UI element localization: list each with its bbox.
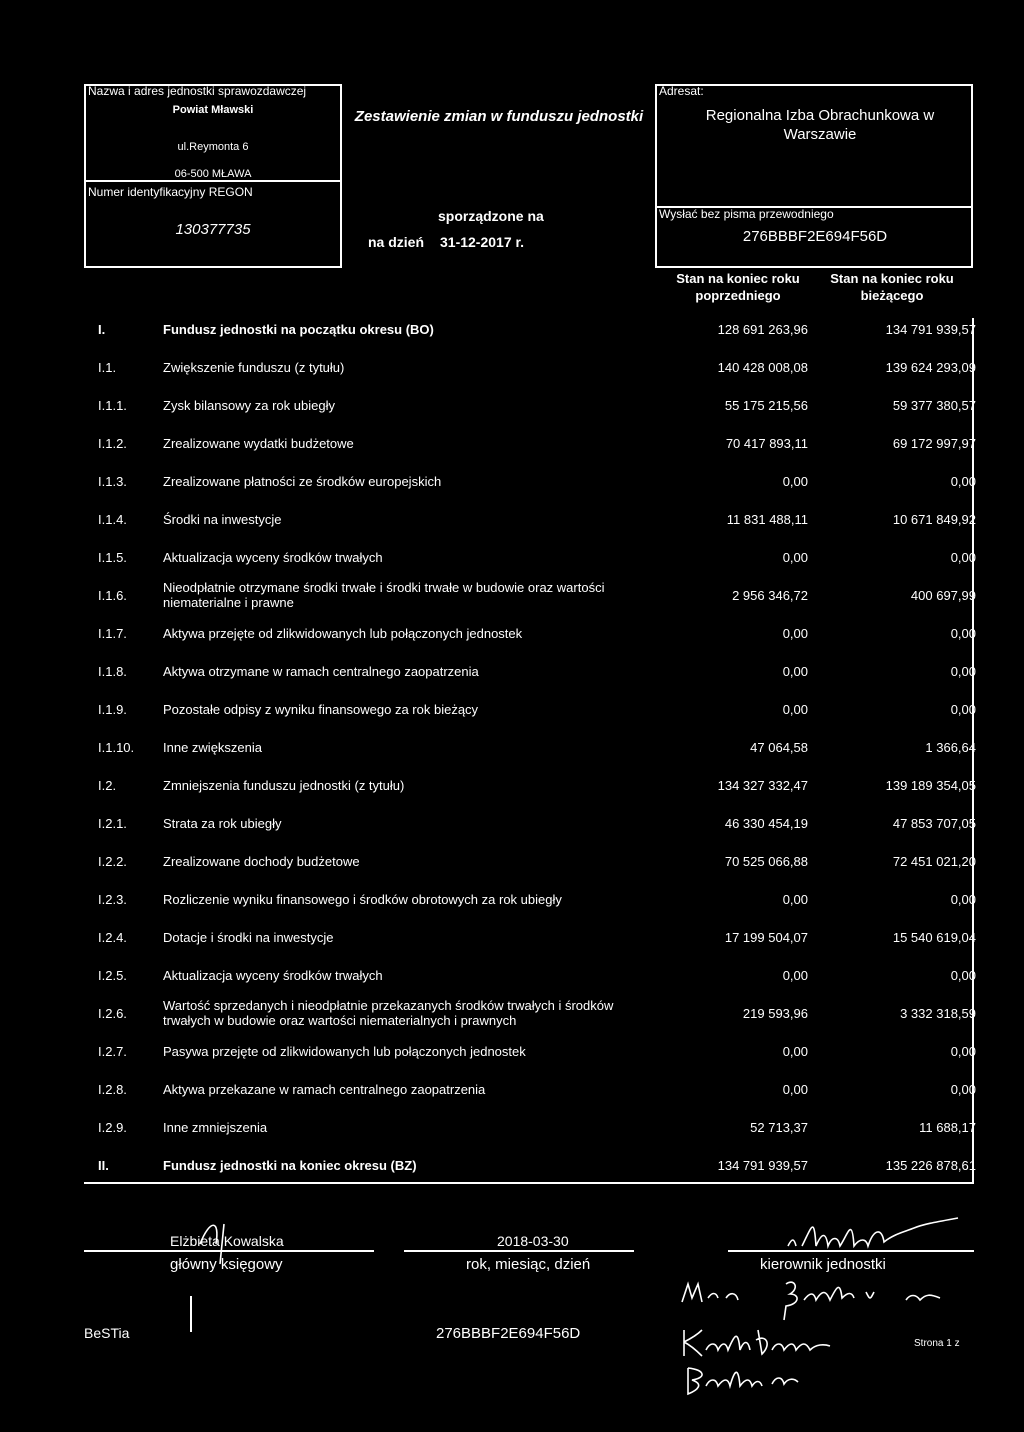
- row-number: I.1.2.: [98, 436, 127, 451]
- row-value-curr: 139 189 354,05: [885, 778, 976, 793]
- row-label: Fundusz jednostki na koniec okresu (BZ): [163, 1158, 417, 1173]
- row-value-prev: 219 593,96: [742, 1006, 808, 1021]
- row-number: I.1.7.: [98, 626, 127, 641]
- unit-city: 06-500 MŁAWA: [174, 168, 252, 180]
- row-value-curr: 59 377 380,57: [892, 398, 976, 413]
- regon-value: 130377735: [175, 221, 251, 238]
- row-value-curr: 11 688,17: [919, 1120, 976, 1135]
- table-bottom-border: [84, 1182, 974, 1184]
- row-value-prev: 0,00: [782, 664, 808, 679]
- signature-accountant: [180, 1214, 270, 1274]
- row-value-curr: 0,00: [950, 474, 976, 489]
- table-row: [0, 664, 1024, 694]
- row-value-curr: 0,00: [950, 1044, 976, 1059]
- row-value-curr: 15 540 619,04: [892, 930, 976, 945]
- row-label: Fundusz jednostki na początku okresu (BO): [163, 322, 434, 337]
- row-label: Zrealizowane wydatki budżetowe: [163, 436, 354, 451]
- table-row: [0, 930, 1024, 960]
- head-role: kierownik jednostki: [760, 1256, 886, 1273]
- unit-street: ul.Reymonta 6: [177, 141, 249, 153]
- signature-head-2: [676, 1272, 966, 1322]
- row-label: Środki na inwestycje: [163, 512, 282, 527]
- row-value-curr: 47 853 707,05: [892, 816, 976, 831]
- signature-head-3: [676, 1320, 876, 1400]
- row-value-prev: 0,00: [782, 702, 808, 717]
- row-value-curr: 135 226 878,61: [885, 1158, 976, 1173]
- row-label: Zrealizowane płatności ze środków europejskich: [163, 474, 442, 489]
- row-label: Inne zmniejszenia: [163, 1120, 268, 1135]
- row-label: Rozliczenie wyniku finansowego i środków obrotowych za rok ubiegły: [163, 892, 562, 907]
- row-value-prev: 0,00: [782, 968, 808, 983]
- table-row: [0, 1120, 1024, 1150]
- row-value-curr: 0,00: [950, 664, 976, 679]
- table-row: [0, 1044, 1024, 1074]
- table-row: [0, 778, 1024, 808]
- row-value-prev: 55 175 215,56: [724, 398, 808, 413]
- row-number: I.2.7.: [98, 1044, 127, 1059]
- row-number: I.1.1.: [98, 398, 127, 413]
- row-value-prev: 0,00: [782, 1082, 808, 1097]
- row-number: I.2.2.: [98, 854, 127, 869]
- row-value-prev: 46 330 454,19: [724, 816, 808, 831]
- table-row: [0, 322, 1024, 352]
- signature-head-1: [780, 1212, 980, 1258]
- row-value-curr: 0,00: [950, 550, 976, 565]
- row-value-prev: 134 327 332,47: [717, 778, 808, 793]
- row-number: I.: [98, 322, 106, 337]
- row-value-curr: 10 671 849,92: [892, 512, 976, 527]
- row-label: Nieodpłatnie otrzymane środki trwałe i środki trwałe w budowie oraz wartości niematerialne i prawne: [163, 580, 605, 610]
- row-label: Zmniejszenia funduszu jednostki (z tytułu): [163, 778, 405, 793]
- footer-mark: [190, 1296, 192, 1332]
- unit-label: Nazwa i adres jednostki sprawozdawczej: [88, 84, 307, 98]
- row-number: I.2.: [98, 778, 117, 793]
- row-value-prev: 0,00: [782, 1044, 808, 1059]
- unit-name: Powiat Mławski: [172, 104, 254, 116]
- table-row: [0, 398, 1024, 428]
- row-value-curr: 400 697,99: [910, 588, 976, 603]
- row-value-curr: 69 172 997,97: [892, 436, 976, 451]
- date-label: na dzień: [368, 234, 425, 250]
- row-number: II.: [98, 1158, 109, 1173]
- prepared-label: sporządzone na: [438, 208, 544, 224]
- row-label: Aktywa otrzymane w ramach centralnego zaopatrzenia: [163, 664, 479, 679]
- row-label: Dotacje i środki na inwestycje: [163, 930, 334, 945]
- row-value-prev: 70 417 893,11: [725, 436, 808, 451]
- row-value-prev: 70 525 066,88: [724, 854, 808, 869]
- row-number: I.2.3.: [98, 892, 127, 907]
- table-row: [0, 550, 1024, 580]
- row-label: Wartość sprzedanych i nieodpłatnie przekazanych środków trwałych i środków trwałych w budowie oraz wartości niematerialnych i prawnych: [163, 998, 614, 1028]
- row-value-curr: 134 791 939,57: [885, 322, 976, 337]
- doc-code: 276BBBF2E694F56D: [742, 228, 888, 245]
- col-prev-header: Stan na koniec roku poprzedniego: [676, 271, 800, 303]
- row-value-curr: 0,00: [950, 626, 976, 641]
- row-label: Inne zwiększenia: [163, 740, 262, 755]
- accountant-role: główny księgowy: [170, 1256, 283, 1273]
- table-row: [0, 702, 1024, 732]
- col-curr-header: Stan na koniec roku bieżącego: [830, 271, 954, 303]
- row-number: I.2.4.: [98, 930, 127, 945]
- accountant-name: Elżbieta Kowalska: [170, 1233, 284, 1249]
- row-value-prev: 11 831 488,11: [726, 512, 808, 527]
- row-value-curr: 0,00: [950, 1082, 976, 1097]
- row-value-prev: 52 713,37: [750, 1120, 808, 1135]
- row-value-prev: 2 956 346,72: [732, 588, 808, 603]
- row-number: I.2.8.: [98, 1082, 127, 1097]
- row-value-curr: 1 366,64: [925, 740, 976, 755]
- row-label: Strata za rok ubiegły: [163, 816, 282, 831]
- table-row: [0, 1082, 1024, 1112]
- table-row: [0, 626, 1024, 656]
- row-number: I.1.3.: [98, 474, 127, 489]
- row-value-curr: 0,00: [950, 702, 976, 717]
- row-value-prev: 0,00: [782, 550, 808, 565]
- row-value-prev: 17 199 504,07: [724, 930, 808, 945]
- date-value: 31-12-2017 r.: [440, 234, 525, 250]
- row-value-curr: 3 332 318,59: [900, 1006, 976, 1021]
- row-value-prev: 128 691 263,96: [717, 322, 808, 337]
- regon-label: Numer identyfikacyjny REGON: [88, 185, 253, 199]
- table-row: [0, 998, 1024, 1036]
- table-right-border: [972, 318, 974, 1182]
- row-value-prev: 0,00: [782, 626, 808, 641]
- table-row: [0, 892, 1024, 922]
- row-label: Aktualizacja wyceny środków trwałych: [163, 550, 383, 565]
- row-value-curr: 72 451 021,20: [892, 854, 976, 869]
- software-name: BeSTia: [84, 1325, 130, 1341]
- table-row: [0, 474, 1024, 504]
- row-label: Aktywa przekazane w ramach centralnego zaopatrzenia: [163, 1082, 486, 1097]
- row-label: Aktualizacja wyceny środków trwałych: [163, 968, 383, 983]
- row-label: Zwiększenie funduszu (z tytułu): [163, 360, 345, 375]
- footer-doc-code: 276BBBF2E694F56D: [436, 1325, 581, 1342]
- row-value-prev: 134 791 939,57: [717, 1158, 808, 1173]
- row-value-prev: 0,00: [782, 474, 808, 489]
- row-value-curr: 0,00: [950, 892, 976, 907]
- row-number: I.1.5.: [98, 550, 127, 565]
- table-row: [0, 854, 1024, 884]
- row-value-curr: 0,00: [950, 968, 976, 983]
- table-row: [0, 968, 1024, 998]
- row-number: I.2.6.: [98, 1006, 127, 1021]
- row-label: Pasywa przejęte od zlikwidowanych lub połączonych jednostek: [163, 1044, 526, 1059]
- row-number: I.1.9.: [98, 702, 127, 717]
- row-label: Aktywa przejęte od zlikwidowanych lub połączonych jednostek: [163, 626, 523, 641]
- table-row: [0, 580, 1024, 618]
- table-row: [0, 740, 1024, 770]
- row-number: I.1.6.: [98, 588, 127, 603]
- row-number: I.1.4.: [98, 512, 127, 527]
- footer-date: 2018-03-30: [497, 1233, 569, 1249]
- row-number: I.1.8.: [98, 664, 127, 679]
- row-value-curr: 139 624 293,09: [885, 360, 976, 375]
- table-row: [0, 816, 1024, 846]
- row-value-prev: 0,00: [782, 892, 808, 907]
- row-value-prev: 140 428 008,08: [717, 360, 808, 375]
- row-label: Pozostałe odpisy z wyniku finansowego za rok bieżący: [163, 702, 479, 717]
- addressee-name: Regionalna Izba Obrachunkowa w Warszawie: [705, 107, 935, 143]
- footer-date-caption: rok, miesiąc, dzień: [466, 1256, 591, 1273]
- row-number: I.2.5.: [98, 968, 127, 983]
- addressee-label: Adresat:: [659, 84, 704, 98]
- report-title: Zestawienie zmian w funduszu jednostki: [354, 108, 644, 125]
- row-label: Zysk bilansowy za rok ubiegły: [163, 398, 335, 413]
- row-number: I.2.9.: [98, 1120, 127, 1135]
- row-label: Zrealizowane dochody budżetowe: [163, 854, 360, 869]
- table-row: [0, 512, 1024, 542]
- page-number: Strona 1 z: [914, 1338, 960, 1349]
- row-number: I.2.1.: [98, 816, 127, 831]
- table-row: [0, 360, 1024, 390]
- row-number: I.1.10.: [98, 740, 135, 755]
- table-row: [0, 436, 1024, 466]
- footer-line-2: [404, 1250, 634, 1252]
- row-value-prev: 47 064,58: [750, 740, 808, 755]
- send-label: Wysłać bez pisma przewodniego: [659, 207, 834, 221]
- header-left-divider: [84, 180, 342, 182]
- row-number: I.1.: [98, 360, 117, 375]
